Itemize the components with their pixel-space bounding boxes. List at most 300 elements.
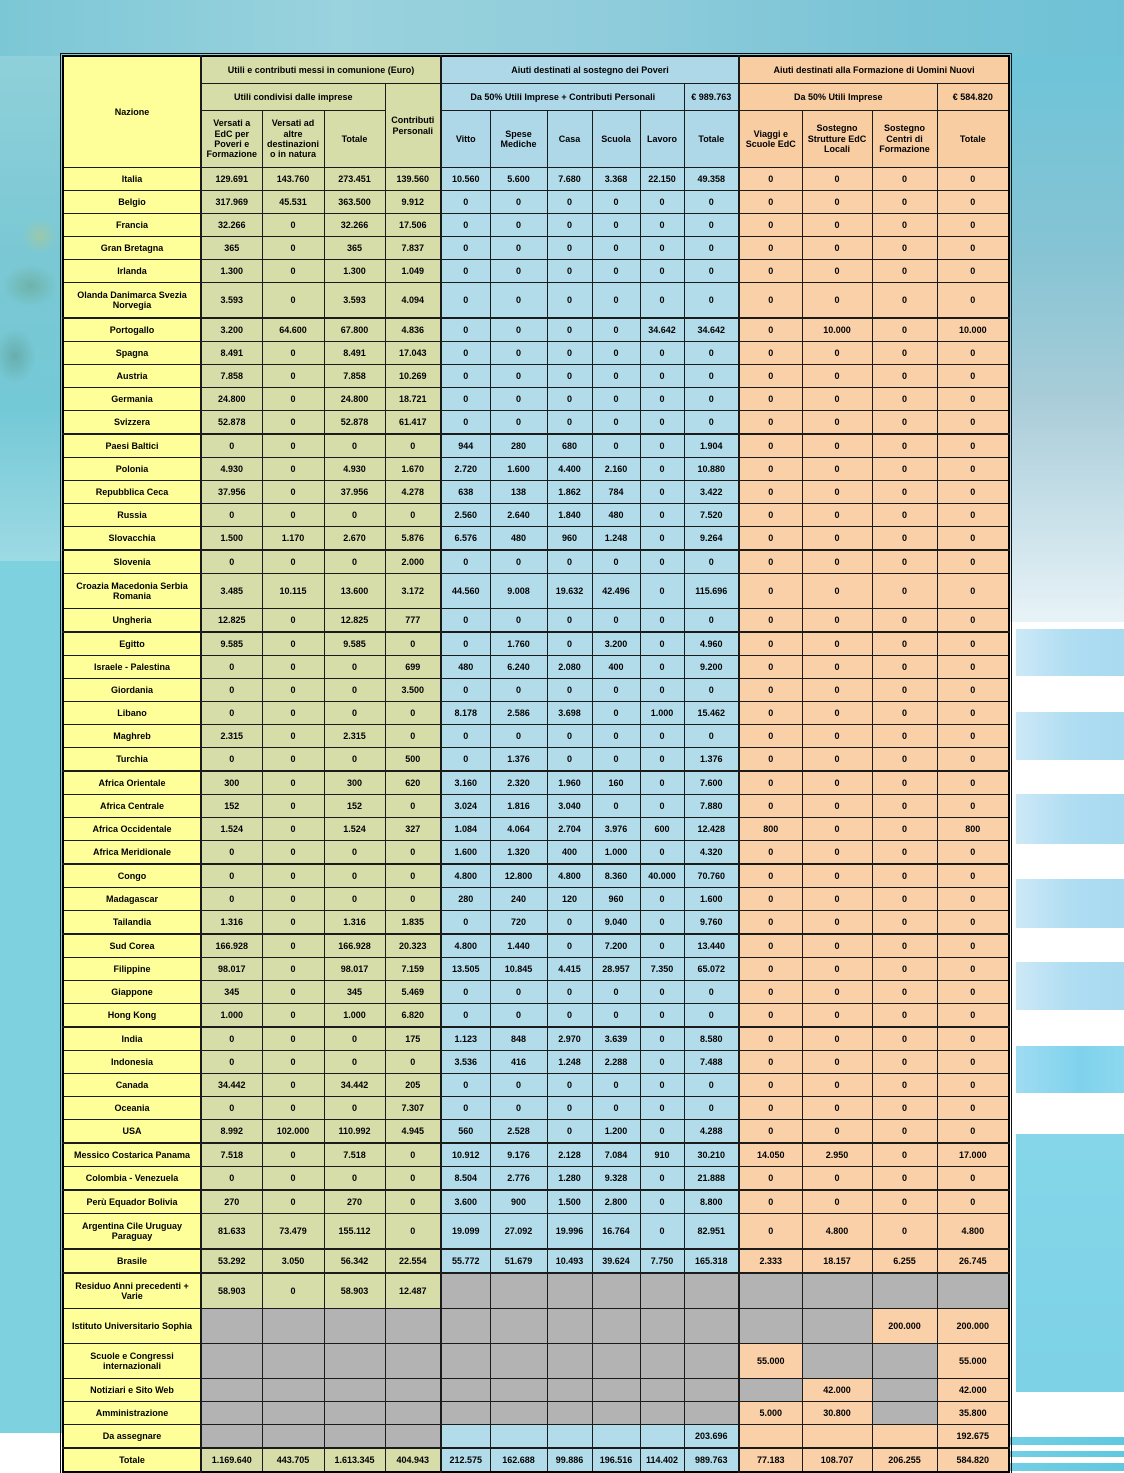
table-row bbox=[63, 342, 1009, 365]
data-cell: 10.845 bbox=[490, 958, 547, 981]
data-cell: 0 bbox=[872, 1120, 937, 1144]
data-cell: 129.691 bbox=[201, 168, 262, 191]
row-label: Tailandia bbox=[63, 911, 201, 935]
data-cell: 9.912 bbox=[385, 191, 441, 214]
data-cell: 2.080 bbox=[547, 656, 592, 679]
data-cell: 2.128 bbox=[547, 1143, 592, 1167]
data-cell: 0 bbox=[640, 1027, 684, 1051]
data-cell: 2.970 bbox=[547, 1027, 592, 1051]
data-cell bbox=[441, 1402, 490, 1425]
data-cell: 0 bbox=[201, 702, 262, 725]
data-cell: 28.957 bbox=[592, 958, 640, 981]
data-cell: 42.000 bbox=[937, 1379, 1009, 1402]
data-cell: 0 bbox=[385, 841, 441, 865]
data-cell bbox=[201, 1309, 262, 1344]
data-cell: 0 bbox=[802, 864, 872, 888]
data-cell: 0 bbox=[262, 656, 324, 679]
data-cell: 240 bbox=[490, 888, 547, 911]
data-cell: 0 bbox=[547, 260, 592, 283]
data-cell: 120 bbox=[547, 888, 592, 911]
data-cell: 0 bbox=[872, 504, 937, 527]
data-cell: 0 bbox=[802, 1004, 872, 1028]
data-cell: 0 bbox=[937, 527, 1009, 551]
data-cell: 0 bbox=[802, 237, 872, 260]
data-cell: 1.670 bbox=[385, 458, 441, 481]
row-label: Canada bbox=[63, 1074, 201, 1097]
data-cell: 0 bbox=[640, 748, 684, 772]
data-cell: 0 bbox=[802, 260, 872, 283]
table-row bbox=[63, 1344, 1009, 1379]
data-cell bbox=[441, 1309, 490, 1344]
data-cell bbox=[441, 1273, 490, 1309]
data-cell: 0 bbox=[937, 1120, 1009, 1144]
data-cell: 0 bbox=[684, 260, 739, 283]
data-cell: 0 bbox=[872, 434, 937, 458]
data-cell: 0 bbox=[547, 1097, 592, 1120]
data-cell: 4.320 bbox=[684, 841, 739, 865]
data-cell: 42.496 bbox=[592, 574, 640, 609]
row-label: Argentina Cile Uruguay Paraguay bbox=[63, 1214, 201, 1250]
data-cell: 0 bbox=[802, 841, 872, 865]
data-cell: 0 bbox=[872, 981, 937, 1004]
col-totale-formazione: Totale bbox=[937, 111, 1009, 168]
data-cell: 848 bbox=[490, 1027, 547, 1051]
data-cell: 53.292 bbox=[201, 1249, 262, 1273]
data-cell: 0 bbox=[592, 748, 640, 772]
data-cell: 0 bbox=[640, 365, 684, 388]
data-cell: 0 bbox=[872, 725, 937, 748]
data-cell bbox=[739, 1309, 802, 1344]
data-cell: 0 bbox=[872, 702, 937, 725]
data-cell: 0 bbox=[739, 168, 802, 191]
data-cell: 480 bbox=[592, 504, 640, 527]
data-cell: 110.992 bbox=[324, 1120, 385, 1144]
row-label: India bbox=[63, 1027, 201, 1051]
data-cell: 0 bbox=[937, 550, 1009, 574]
data-cell: 0 bbox=[201, 504, 262, 527]
data-cell: 720 bbox=[490, 911, 547, 935]
data-cell bbox=[547, 1402, 592, 1425]
data-cell: 13.440 bbox=[684, 934, 739, 958]
table-row bbox=[63, 1309, 1009, 1344]
data-cell: 0 bbox=[640, 214, 684, 237]
table-row bbox=[63, 679, 1009, 702]
table-row bbox=[63, 283, 1009, 319]
data-cell: 0 bbox=[937, 632, 1009, 656]
data-cell: 19.632 bbox=[547, 574, 592, 609]
data-cell: 0 bbox=[441, 1004, 490, 1028]
data-cell: 0 bbox=[739, 679, 802, 702]
data-cell: 0 bbox=[324, 1027, 385, 1051]
data-cell: 0 bbox=[385, 1051, 441, 1074]
data-cell: 0 bbox=[739, 656, 802, 679]
data-cell: 108.707 bbox=[802, 1448, 872, 1472]
data-cell: 55.000 bbox=[739, 1344, 802, 1379]
table-row bbox=[63, 1273, 1009, 1309]
data-cell: 0 bbox=[640, 1214, 684, 1250]
row-label: Giappone bbox=[63, 981, 201, 1004]
data-cell: 699 bbox=[385, 656, 441, 679]
data-cell: 35.800 bbox=[937, 1402, 1009, 1425]
data-cell: 0 bbox=[739, 191, 802, 214]
data-cell: 0 bbox=[937, 1097, 1009, 1120]
table-body bbox=[63, 168, 1009, 1473]
data-cell: 70.760 bbox=[684, 864, 739, 888]
data-cell: 0 bbox=[262, 748, 324, 772]
data-cell: 0 bbox=[640, 550, 684, 574]
data-cell: 0 bbox=[937, 725, 1009, 748]
data-cell: 34.642 bbox=[684, 318, 739, 342]
row-label: Istituto Universitario Sophia bbox=[63, 1309, 201, 1344]
data-cell: 0 bbox=[385, 702, 441, 725]
row-label: Paesi Baltici bbox=[63, 434, 201, 458]
data-cell: 0 bbox=[739, 748, 802, 772]
data-cell: 0 bbox=[684, 411, 739, 435]
data-cell: 0 bbox=[872, 841, 937, 865]
data-cell: 0 bbox=[385, 1214, 441, 1250]
table-row bbox=[63, 411, 1009, 435]
data-cell: 1.200 bbox=[592, 1120, 640, 1144]
data-cell: 7.680 bbox=[547, 168, 592, 191]
data-cell: 16.764 bbox=[592, 1214, 640, 1250]
data-cell: 0 bbox=[872, 771, 937, 795]
row-label: Italia bbox=[63, 168, 201, 191]
data-cell: 0 bbox=[872, 481, 937, 504]
row-label: Gran Bretagna bbox=[63, 237, 201, 260]
data-cell: 0 bbox=[547, 934, 592, 958]
data-cell: 10.880 bbox=[684, 458, 739, 481]
table-row bbox=[63, 911, 1009, 935]
data-cell: 0 bbox=[739, 911, 802, 935]
data-cell: 102.000 bbox=[262, 1120, 324, 1144]
data-cell: 7.307 bbox=[385, 1097, 441, 1120]
data-cell: 0 bbox=[872, 214, 937, 237]
data-cell: 0 bbox=[547, 237, 592, 260]
data-cell: 500 bbox=[385, 748, 441, 772]
data-cell bbox=[262, 1425, 324, 1449]
data-cell: 0 bbox=[802, 1190, 872, 1214]
data-cell: 0 bbox=[547, 748, 592, 772]
row-label: Polonia bbox=[63, 458, 201, 481]
row-label: Indonesia bbox=[63, 1051, 201, 1074]
data-cell: 0 bbox=[385, 888, 441, 911]
table-row bbox=[63, 609, 1009, 633]
data-cell: 1.816 bbox=[490, 795, 547, 818]
data-cell: 0 bbox=[592, 702, 640, 725]
data-cell: 4.800 bbox=[937, 1214, 1009, 1250]
data-cell: 7.518 bbox=[201, 1143, 262, 1167]
data-cell: 0 bbox=[201, 748, 262, 772]
data-cell: 34.642 bbox=[640, 318, 684, 342]
data-cell: 2.160 bbox=[592, 458, 640, 481]
data-cell: 99.886 bbox=[547, 1448, 592, 1472]
data-cell: 0 bbox=[592, 434, 640, 458]
data-cell: 0 bbox=[937, 1074, 1009, 1097]
col-scuola: Scuola bbox=[592, 111, 640, 168]
data-cell: 0 bbox=[739, 574, 802, 609]
data-cell: 0 bbox=[937, 191, 1009, 214]
data-cell: 345 bbox=[201, 981, 262, 1004]
data-cell: 6.255 bbox=[872, 1249, 937, 1273]
data-cell: 32.266 bbox=[201, 214, 262, 237]
data-cell: 0 bbox=[739, 434, 802, 458]
row-label: Austria bbox=[63, 365, 201, 388]
data-cell: 0 bbox=[547, 411, 592, 435]
data-cell: 2.800 bbox=[592, 1190, 640, 1214]
data-cell: 114.402 bbox=[640, 1448, 684, 1472]
data-cell: 443.705 bbox=[262, 1448, 324, 1472]
table-row bbox=[63, 632, 1009, 656]
data-cell bbox=[739, 1379, 802, 1402]
table-row bbox=[63, 191, 1009, 214]
data-cell: 680 bbox=[547, 434, 592, 458]
data-cell: 2.670 bbox=[324, 527, 385, 551]
data-cell: 9.176 bbox=[490, 1143, 547, 1167]
data-cell: 0 bbox=[802, 958, 872, 981]
data-cell bbox=[684, 1344, 739, 1379]
data-cell: 0 bbox=[262, 1273, 324, 1309]
data-cell: 39.624 bbox=[592, 1249, 640, 1273]
data-cell: 1.320 bbox=[490, 841, 547, 865]
data-cell: 22.554 bbox=[385, 1249, 441, 1273]
data-cell: 0 bbox=[802, 725, 872, 748]
header-utili-condivisi: Utili condivisi dalle imprese bbox=[201, 84, 385, 111]
data-cell: 0 bbox=[262, 458, 324, 481]
data-cell bbox=[441, 1344, 490, 1379]
row-label: Hong Kong bbox=[63, 1004, 201, 1028]
data-cell: 345 bbox=[324, 981, 385, 1004]
row-label: Africa Orientale bbox=[63, 771, 201, 795]
data-cell: 0 bbox=[684, 214, 739, 237]
data-cell: 7.200 bbox=[592, 934, 640, 958]
data-cell bbox=[441, 1379, 490, 1402]
data-cell bbox=[547, 1273, 592, 1309]
data-cell: 8.504 bbox=[441, 1167, 490, 1191]
data-cell: 0 bbox=[262, 609, 324, 633]
data-cell: 0 bbox=[937, 679, 1009, 702]
data-cell: 115.696 bbox=[684, 574, 739, 609]
data-cell: 139.560 bbox=[385, 168, 441, 191]
data-cell: 0 bbox=[262, 981, 324, 1004]
data-cell: 0 bbox=[937, 1004, 1009, 1028]
data-cell: 0 bbox=[739, 1027, 802, 1051]
data-cell: 7.880 bbox=[684, 795, 739, 818]
data-cell: 4.400 bbox=[547, 458, 592, 481]
data-cell: 0 bbox=[385, 434, 441, 458]
data-cell: 2.720 bbox=[441, 458, 490, 481]
data-cell: 0 bbox=[201, 550, 262, 574]
row-label: Africa Occidentale bbox=[63, 818, 201, 841]
data-cell: 10.493 bbox=[547, 1249, 592, 1273]
data-cell: 0 bbox=[684, 237, 739, 260]
data-cell: 3.368 bbox=[592, 168, 640, 191]
data-cell: 8.580 bbox=[684, 1027, 739, 1051]
row-label: Israele - Palestina bbox=[63, 656, 201, 679]
data-cell: 0 bbox=[547, 388, 592, 411]
data-cell: 12.428 bbox=[684, 818, 739, 841]
data-cell: 800 bbox=[739, 818, 802, 841]
data-cell: 0 bbox=[441, 411, 490, 435]
data-cell bbox=[324, 1344, 385, 1379]
row-label: Giordania bbox=[63, 679, 201, 702]
data-cell: 0 bbox=[802, 888, 872, 911]
data-cell bbox=[547, 1344, 592, 1379]
data-cell: 0 bbox=[490, 550, 547, 574]
data-cell: 0 bbox=[262, 795, 324, 818]
data-cell: 12.487 bbox=[385, 1273, 441, 1309]
table-row bbox=[63, 1097, 1009, 1120]
data-cell: 44.560 bbox=[441, 574, 490, 609]
data-cell: 800 bbox=[937, 818, 1009, 841]
data-cell: 61.417 bbox=[385, 411, 441, 435]
row-label: Germania bbox=[63, 388, 201, 411]
data-cell: 0 bbox=[385, 864, 441, 888]
data-cell: 19.996 bbox=[547, 1214, 592, 1250]
data-cell: 0 bbox=[441, 1097, 490, 1120]
data-cell: 0 bbox=[547, 1004, 592, 1028]
data-cell: 0 bbox=[262, 958, 324, 981]
data-cell: 67.800 bbox=[324, 318, 385, 342]
data-cell: 0 bbox=[937, 981, 1009, 1004]
row-label: Messico Costarica Panama bbox=[63, 1143, 201, 1167]
data-cell: 40.000 bbox=[640, 864, 684, 888]
data-cell: 4.930 bbox=[324, 458, 385, 481]
header-nazione: Nazione bbox=[63, 56, 201, 168]
data-cell: 12.825 bbox=[201, 609, 262, 633]
data-cell: 0 bbox=[547, 632, 592, 656]
data-cell: 3.536 bbox=[441, 1051, 490, 1074]
decor-square bbox=[1016, 962, 1124, 1010]
data-cell bbox=[385, 1379, 441, 1402]
data-cell: 166.928 bbox=[324, 934, 385, 958]
data-cell: 7.750 bbox=[640, 1249, 684, 1273]
data-cell: 1.835 bbox=[385, 911, 441, 935]
data-cell: 0 bbox=[739, 1190, 802, 1214]
table-row bbox=[63, 574, 1009, 609]
data-cell: 584.820 bbox=[937, 1448, 1009, 1472]
table-row bbox=[63, 1402, 1009, 1425]
data-cell: 34.442 bbox=[201, 1074, 262, 1097]
data-cell: 480 bbox=[490, 527, 547, 551]
data-cell: 1.000 bbox=[201, 1004, 262, 1028]
row-label: Perù Equador Bolivia bbox=[63, 1190, 201, 1214]
data-cell: 0 bbox=[739, 958, 802, 981]
data-cell: 363.500 bbox=[324, 191, 385, 214]
data-cell bbox=[872, 1402, 937, 1425]
data-cell: 0 bbox=[802, 981, 872, 1004]
table-row bbox=[63, 1004, 1009, 1028]
data-cell: 30.800 bbox=[802, 1402, 872, 1425]
data-cell: 0 bbox=[640, 388, 684, 411]
data-cell: 0 bbox=[739, 609, 802, 633]
data-cell: 0 bbox=[640, 260, 684, 283]
data-cell: 0 bbox=[739, 795, 802, 818]
row-label: Scuole e Congressi internazionali bbox=[63, 1344, 201, 1379]
data-cell: 15.462 bbox=[684, 702, 739, 725]
data-cell: 0 bbox=[490, 260, 547, 283]
data-cell bbox=[739, 1425, 802, 1449]
data-cell: 55.772 bbox=[441, 1249, 490, 1273]
data-cell: 0 bbox=[324, 888, 385, 911]
data-cell: 0 bbox=[872, 283, 937, 319]
data-cell: 0 bbox=[324, 679, 385, 702]
data-cell: 0 bbox=[592, 342, 640, 365]
data-cell: 0 bbox=[441, 318, 490, 342]
data-cell: 0 bbox=[324, 1097, 385, 1120]
data-cell: 270 bbox=[324, 1190, 385, 1214]
data-cell: 0 bbox=[872, 1051, 937, 1074]
data-cell: 0 bbox=[640, 283, 684, 319]
data-cell: 2.586 bbox=[490, 702, 547, 725]
data-cell: 1.600 bbox=[684, 888, 739, 911]
data-cell: 0 bbox=[872, 168, 937, 191]
data-cell: 0 bbox=[262, 1051, 324, 1074]
data-cell: 0 bbox=[385, 632, 441, 656]
data-cell: 0 bbox=[490, 1074, 547, 1097]
data-cell bbox=[324, 1402, 385, 1425]
data-cell: 1.000 bbox=[592, 841, 640, 865]
data-cell bbox=[592, 1379, 640, 1402]
data-cell: 52.878 bbox=[324, 411, 385, 435]
data-cell: 4.800 bbox=[547, 864, 592, 888]
data-cell: 9.328 bbox=[592, 1167, 640, 1191]
data-cell: 0 bbox=[872, 1167, 937, 1191]
data-cell: 0 bbox=[324, 504, 385, 527]
data-cell: 206.255 bbox=[872, 1448, 937, 1472]
data-cell: 1.500 bbox=[547, 1190, 592, 1214]
data-cell: 0 bbox=[441, 609, 490, 633]
data-cell: 0 bbox=[739, 888, 802, 911]
data-cell: 2.315 bbox=[201, 725, 262, 748]
data-cell: 0 bbox=[872, 1027, 937, 1051]
data-cell: 37.956 bbox=[324, 481, 385, 504]
table-row bbox=[63, 1027, 1009, 1051]
data-cell bbox=[872, 1379, 937, 1402]
data-cell: 0 bbox=[802, 550, 872, 574]
data-cell: 0 bbox=[739, 1051, 802, 1074]
data-cell: 9.008 bbox=[490, 574, 547, 609]
data-cell: 0 bbox=[739, 981, 802, 1004]
data-cell: 0 bbox=[640, 795, 684, 818]
data-cell: 8.491 bbox=[201, 342, 262, 365]
data-cell: 3.024 bbox=[441, 795, 490, 818]
data-cell: 0 bbox=[937, 864, 1009, 888]
data-cell: 2.560 bbox=[441, 504, 490, 527]
data-cell bbox=[872, 1425, 937, 1449]
data-cell: 638 bbox=[441, 481, 490, 504]
data-cell: 0 bbox=[640, 609, 684, 633]
data-cell bbox=[802, 1273, 872, 1309]
data-cell: 0 bbox=[262, 388, 324, 411]
data-cell: 4.930 bbox=[201, 458, 262, 481]
table-row bbox=[63, 1143, 1009, 1167]
data-cell: 0 bbox=[324, 434, 385, 458]
data-cell: 3.600 bbox=[441, 1190, 490, 1214]
data-cell: 0 bbox=[592, 1074, 640, 1097]
data-cell: 98.017 bbox=[201, 958, 262, 981]
data-cell: 0 bbox=[441, 237, 490, 260]
data-cell bbox=[262, 1344, 324, 1379]
data-cell: 9.585 bbox=[201, 632, 262, 656]
data-cell: 0 bbox=[201, 679, 262, 702]
row-label: Notiziari e Sito Web bbox=[63, 1379, 201, 1402]
row-label: Belgio bbox=[63, 191, 201, 214]
data-cell: 7.858 bbox=[201, 365, 262, 388]
data-cell: 1.440 bbox=[490, 934, 547, 958]
data-cell bbox=[201, 1379, 262, 1402]
data-cell bbox=[640, 1379, 684, 1402]
data-cell: 0 bbox=[640, 725, 684, 748]
